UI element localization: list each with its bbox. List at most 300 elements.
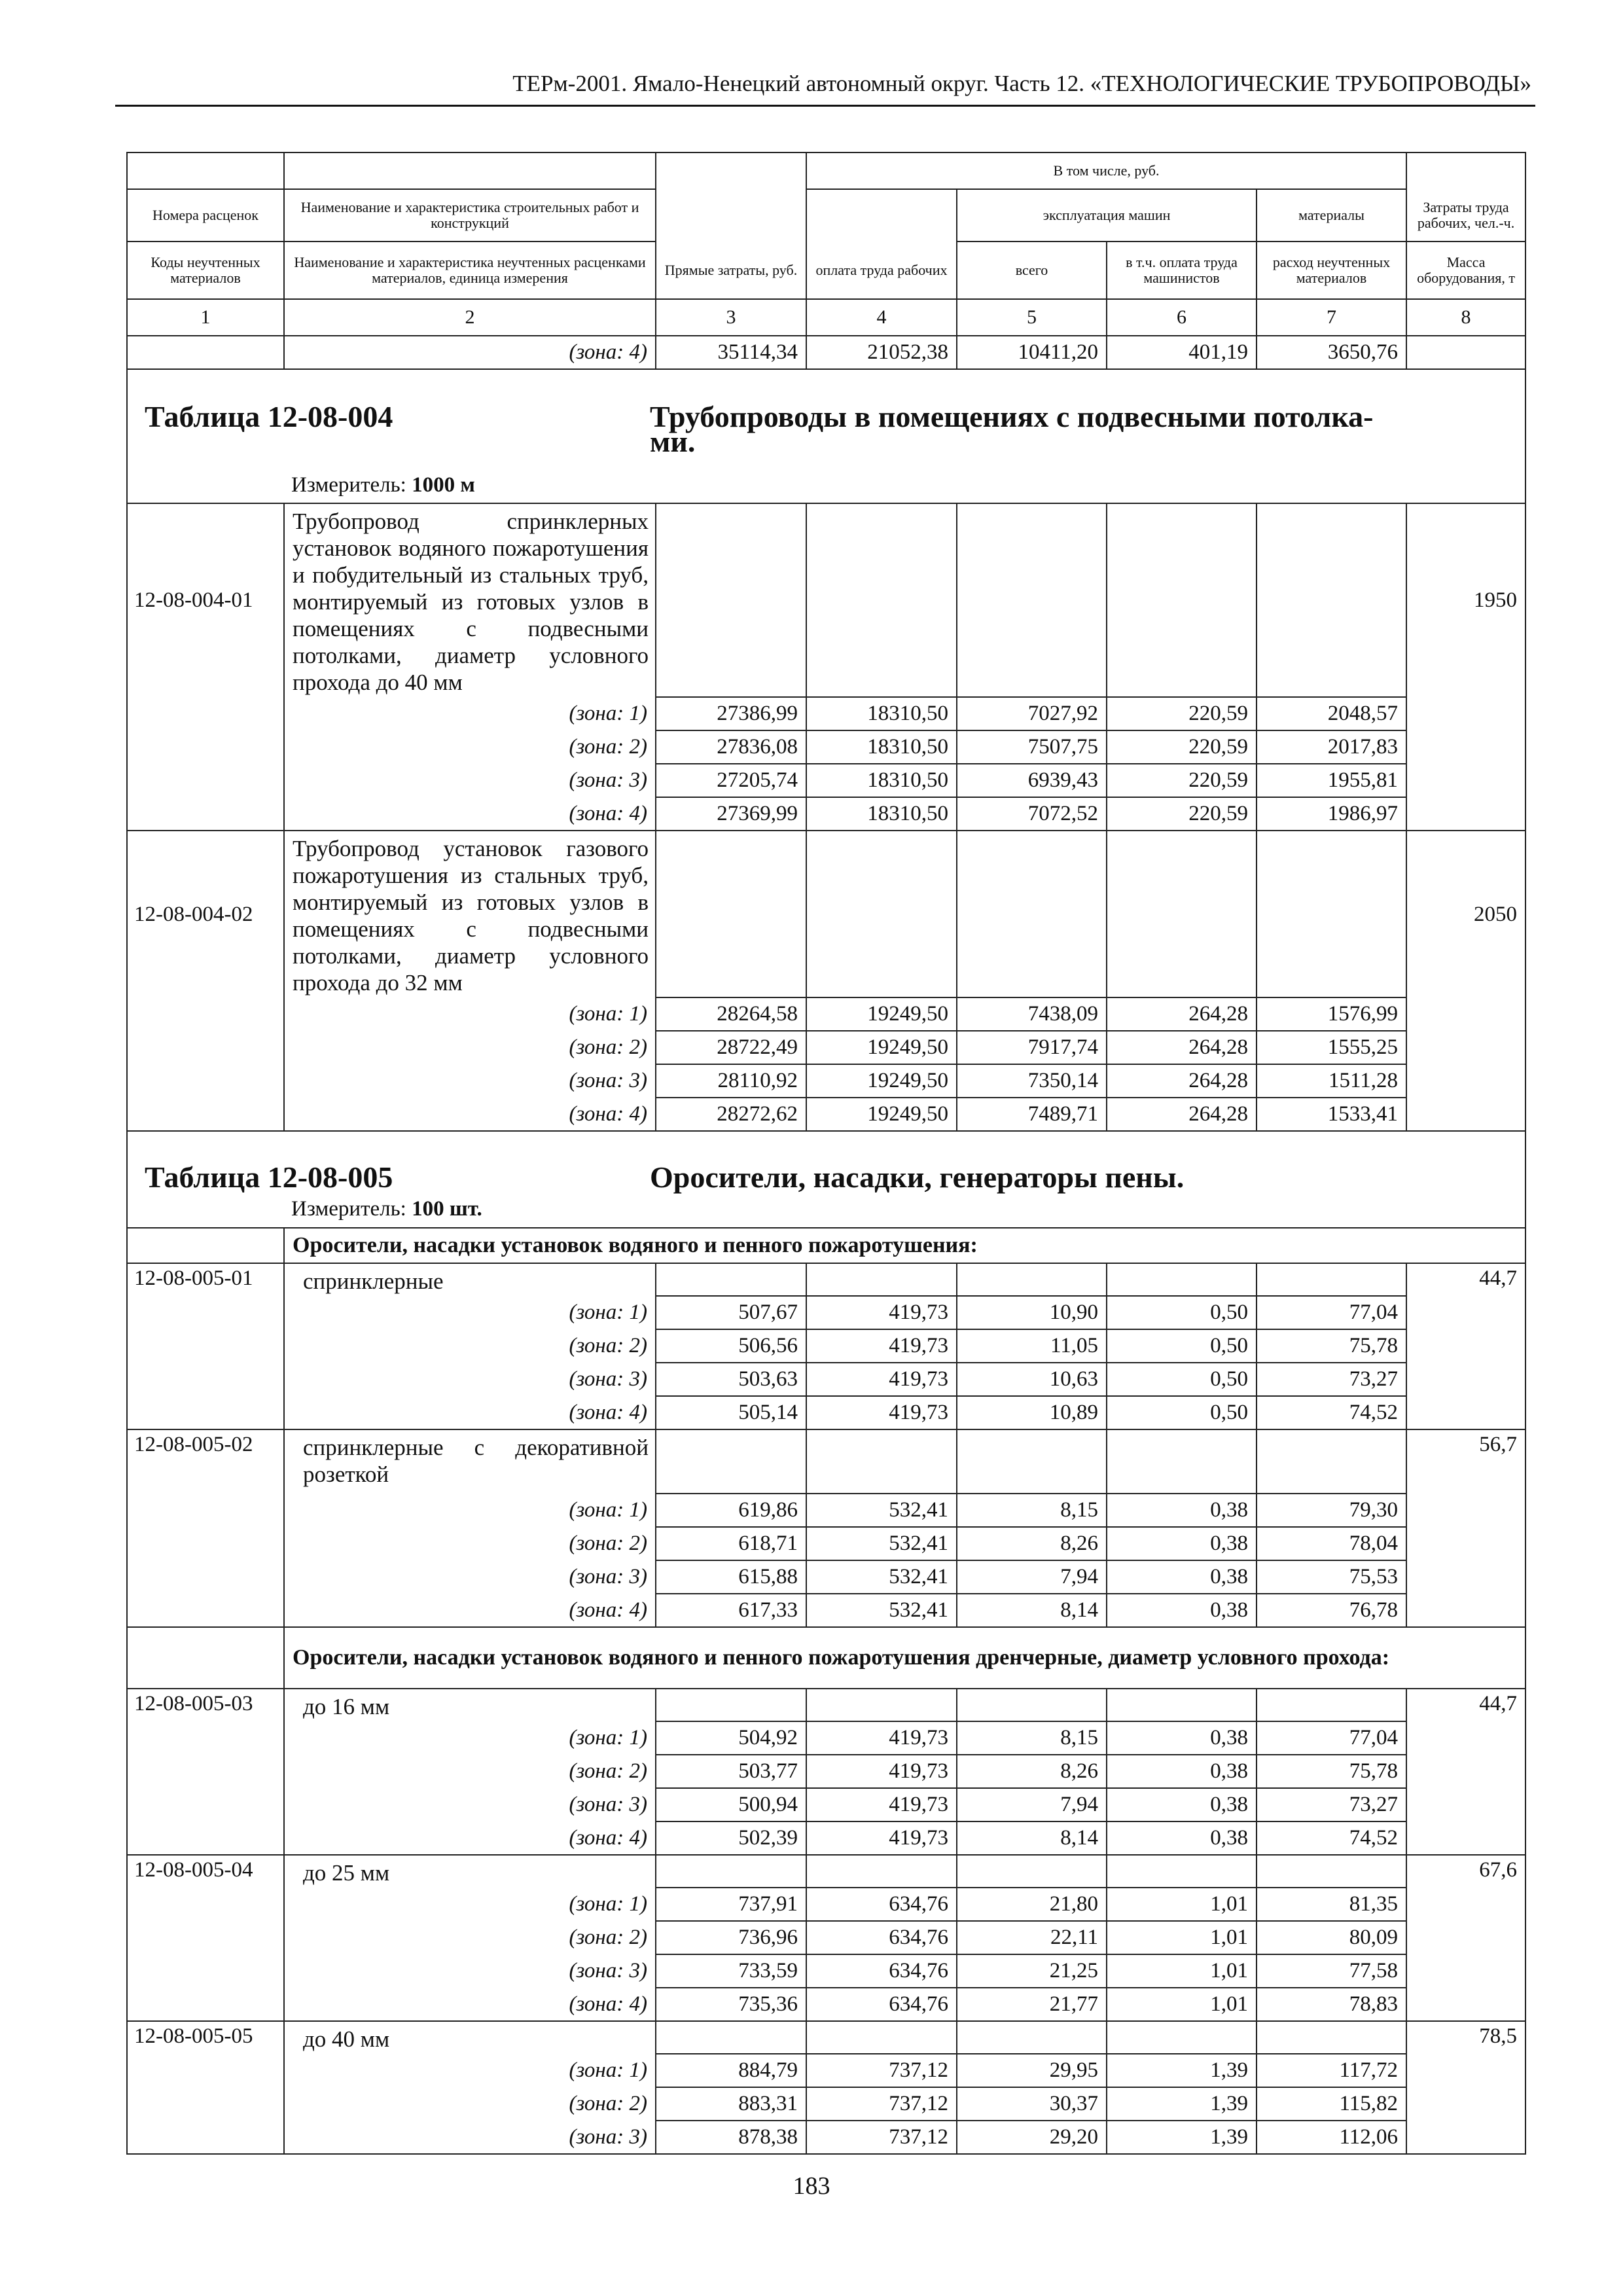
- zone-label: (зона: 1): [284, 1494, 656, 1527]
- empty-code-cell: [127, 1954, 284, 1988]
- empty-value-cell: [656, 1855, 806, 1888]
- empty-mass-cell: [1406, 1363, 1525, 1396]
- price-value: 11,05: [957, 1329, 1107, 1363]
- rate-description: до 25 мм: [284, 1855, 656, 1888]
- empty-mass-cell: [1406, 1329, 1525, 1363]
- empty-value-cell: [806, 1263, 957, 1296]
- zone-label: (зона: 4): [284, 336, 656, 369]
- price-value: 507,67: [656, 1296, 806, 1329]
- price-value: 19249,50: [806, 1031, 957, 1064]
- empty-code-cell: [127, 1821, 284, 1855]
- price-value: 0,38: [1107, 1594, 1257, 1627]
- zone-label: (зона: 2): [284, 1329, 656, 1363]
- price-table: [126, 152, 1526, 2155]
- price-value: 532,41: [806, 1527, 957, 1560]
- price-value: 419,73: [806, 1755, 957, 1788]
- empty-mass-cell: [1406, 336, 1525, 369]
- price-value: 28272,62: [656, 1098, 806, 1131]
- rate-row: [127, 831, 1525, 997]
- empty-mass-cell: [1406, 997, 1525, 1031]
- price-value: 532,41: [806, 1494, 957, 1527]
- price-value: 0,50: [1107, 1329, 1257, 1363]
- price-value: 6939,43: [957, 764, 1107, 797]
- empty-value-cell: [806, 831, 957, 997]
- price-value: 28264,58: [656, 997, 806, 1031]
- empty-code-cell: [127, 2054, 284, 2087]
- empty-code-cell: [127, 1363, 284, 1396]
- rate-labor-mass: 44,7: [1406, 1263, 1525, 1296]
- price-value: 733,59: [656, 1954, 806, 1988]
- price-value: 1,39: [1107, 2087, 1257, 2121]
- empty-value-cell: [1107, 831, 1257, 997]
- header-mat-names: Наименование и характеристика неучтенных расценками материалов, единица измерения: [284, 242, 656, 299]
- price-value: 27205,74: [656, 764, 806, 797]
- price-value: 0,38: [1107, 1755, 1257, 1788]
- empty-value-cell: [656, 503, 806, 697]
- measure-label: Измеритель:: [291, 1197, 406, 1221]
- price-value: 27386,99: [656, 697, 806, 730]
- price-value: 737,12: [806, 2087, 957, 2121]
- zone-row: [127, 2087, 1525, 2121]
- price-value: 18310,50: [806, 730, 957, 764]
- empty-value-cell: [656, 1429, 806, 1494]
- empty-mass-cell: [1406, 1527, 1525, 1560]
- zone-row: [127, 697, 1525, 730]
- price-value: 73,27: [1257, 1363, 1406, 1396]
- price-value: 220,59: [1107, 730, 1257, 764]
- zone-row: [127, 1888, 1525, 1921]
- price-value: 8,14: [957, 1821, 1107, 1855]
- empty-mass-cell: [1406, 1396, 1525, 1429]
- zone-label: (зона: 1): [284, 1888, 656, 1921]
- price-value: 19249,50: [806, 1098, 957, 1131]
- column-number: 2: [284, 299, 656, 336]
- empty-code-cell: [127, 1788, 284, 1821]
- price-value: 878,38: [656, 2121, 806, 2154]
- empty-mass-cell: [1406, 1755, 1525, 1788]
- price-value: 1,39: [1107, 2054, 1257, 2087]
- zone-label: (зона: 3): [284, 1064, 656, 1098]
- price-value: 115,82: [1257, 2087, 1406, 2121]
- price-value: 503,77: [656, 1755, 806, 1788]
- empty-code-cell: [127, 797, 284, 831]
- zone-label: (зона: 2): [284, 1527, 656, 1560]
- price-value: 19249,50: [806, 1064, 957, 1098]
- rate-description: спринклерные с декоративной розеткой: [284, 1429, 656, 1494]
- price-value: 7,94: [957, 1560, 1107, 1594]
- empty-value-cell: [1107, 1689, 1257, 1721]
- price-value: 634,76: [806, 1988, 957, 2021]
- table-number: Таблица 12-08-005: [145, 1160, 393, 1194]
- rate-code: 12-08-005-04: [127, 1855, 284, 1888]
- zone-label: (зона: 4): [284, 1396, 656, 1429]
- empty-code-cell: [127, 764, 284, 797]
- empty-value-cell: [1257, 1855, 1406, 1888]
- zone-row: [127, 997, 1525, 1031]
- price-value: 505,14: [656, 1396, 806, 1429]
- rate-description: Трубопровод спринклерных установок водяного пожаротушения и побудительный из стальных труб, монтируемый из готовых узлов в помещениях с подвесными потолками, диаметр условного прохода до 40 мм: [284, 503, 656, 697]
- zone-row: [127, 1064, 1525, 1098]
- empty-code-cell: [127, 1988, 284, 2021]
- empty-value-cell: [957, 1855, 1107, 1888]
- empty-mass-cell: [1406, 1821, 1525, 1855]
- rate-row: [127, 1263, 1525, 1296]
- empty-value-cell: [1107, 1429, 1257, 1494]
- price-value: 532,41: [806, 1594, 957, 1627]
- empty-value-cell: [806, 1855, 957, 1888]
- price-value: 81,35: [1257, 1888, 1406, 1921]
- rate-labor-mass: 56,7: [1406, 1429, 1525, 1494]
- price-value: 7027,92: [957, 697, 1107, 730]
- price-value: 8,26: [957, 1755, 1107, 1788]
- price-value: 3650,76: [1257, 336, 1406, 369]
- zone-label: (зона: 4): [284, 1594, 656, 1627]
- empty-mass-cell: [1406, 1064, 1525, 1098]
- rate-row: [127, 2021, 1525, 2054]
- zone-label: (зона: 1): [284, 2054, 656, 2087]
- group-title: Оросители, насадки установок водяного и пенного пожаротушения:: [284, 1228, 1525, 1263]
- rate-description: до 16 мм: [284, 1689, 656, 1721]
- empty-code-cell: [127, 997, 284, 1031]
- price-value: 10411,20: [957, 336, 1107, 369]
- price-value: 419,73: [806, 1396, 957, 1429]
- column-number: 3: [656, 299, 806, 336]
- measure-value: 1000 м: [412, 473, 475, 497]
- zone-row: [127, 1821, 1525, 1855]
- zone-label: (зона: 2): [284, 2087, 656, 2121]
- empty-value-cell: [957, 2021, 1107, 2054]
- empty-code-cell: [127, 1888, 284, 1921]
- empty-value-cell: [1107, 503, 1257, 697]
- price-value: 884,79: [656, 2054, 806, 2087]
- page-number: 183: [793, 2172, 830, 2200]
- price-value: 0,50: [1107, 1396, 1257, 1429]
- price-value: 419,73: [806, 1821, 957, 1855]
- price-value: 0,38: [1107, 1494, 1257, 1527]
- table-measure: [291, 473, 475, 497]
- empty-value-cell: [656, 1263, 806, 1296]
- zone-row: [127, 1755, 1525, 1788]
- zone-row: [127, 1594, 1525, 1627]
- price-value: 10,89: [957, 1396, 1107, 1429]
- price-value: 78,04: [1257, 1527, 1406, 1560]
- price-value: 500,94: [656, 1788, 806, 1821]
- zone-label: (зона: 3): [284, 1954, 656, 1988]
- empty-mass-cell: [1406, 1788, 1525, 1821]
- zone-row: [127, 1396, 1525, 1429]
- price-value: 7350,14: [957, 1064, 1107, 1098]
- price-value: 7,94: [957, 1788, 1107, 1821]
- empty-code-cell: [127, 1755, 284, 1788]
- price-value: 74,52: [1257, 1821, 1406, 1855]
- price-value: 0,38: [1107, 1821, 1257, 1855]
- column-number: 5: [957, 299, 1107, 336]
- empty-code-cell: [127, 1031, 284, 1064]
- price-value: 419,73: [806, 1296, 957, 1329]
- empty-value-cell: [1107, 1263, 1257, 1296]
- price-value: 0,50: [1107, 1296, 1257, 1329]
- empty-mass-cell: [1406, 1098, 1525, 1131]
- table-body: [127, 336, 1525, 2154]
- header-machines: эксплуатация машин: [957, 189, 1257, 242]
- price-value: 21052,38: [806, 336, 957, 369]
- column-number: 6: [1107, 299, 1257, 336]
- empty-mass-cell: [1406, 2087, 1525, 2121]
- rate-row: [127, 1689, 1525, 1721]
- zone-row: [127, 764, 1525, 797]
- price-value: 18310,50: [806, 764, 957, 797]
- price-value: 77,04: [1257, 1296, 1406, 1329]
- group-title: Оросители, насадки установок водяного и пенного пожаротушения дренчерные, диаметр условного прохода:: [284, 1627, 1525, 1689]
- price-value: 30,37: [957, 2087, 1107, 2121]
- price-value: 883,31: [656, 2087, 806, 2121]
- column-number: 4: [806, 299, 957, 336]
- price-value: 1533,41: [1257, 1098, 1406, 1131]
- empty-code-cell: [127, 2121, 284, 2154]
- price-value: 76,78: [1257, 1594, 1406, 1627]
- empty-value-cell: [656, 831, 806, 997]
- table-name-line: Трубопроводы в помещениях с подвесными потолка-: [650, 400, 1374, 433]
- price-value: 2048,57: [1257, 697, 1406, 730]
- rate-code: 12-08-005-02: [127, 1429, 284, 1494]
- header-incl: В том числе, руб.: [806, 152, 1406, 189]
- empty-mass-cell: [1406, 697, 1525, 730]
- empty-value-cell: [957, 1263, 1107, 1296]
- zone-row: [127, 2054, 1525, 2087]
- price-value: 1,01: [1107, 1988, 1257, 2021]
- empty-value-cell: [1107, 1855, 1257, 1888]
- price-value: 77,04: [1257, 1721, 1406, 1755]
- price-value: 19249,50: [806, 997, 957, 1031]
- measure-label: Измеритель:: [291, 473, 406, 497]
- price-value: 419,73: [806, 1329, 957, 1363]
- price-value: 220,59: [1107, 697, 1257, 730]
- table-title-row: [127, 369, 1525, 503]
- rate-description: Трубопровод установок газового пожаротушения из стальных труб, монтируемый из готовых узлов в помещениях с подвесными потолками, диаметр условного прохода до 32 мм: [284, 831, 656, 997]
- group-row: [127, 1228, 1525, 1263]
- empty-value-cell: [957, 1429, 1107, 1494]
- price-value: 75,78: [1257, 1755, 1406, 1788]
- price-value: 0,38: [1107, 1527, 1257, 1560]
- zone-label: (зона: 4): [284, 1098, 656, 1131]
- price-value: 1576,99: [1257, 997, 1406, 1031]
- empty-code-cell: [127, 1329, 284, 1363]
- zone-row: [127, 1296, 1525, 1329]
- blank-header-cell: [656, 152, 806, 189]
- empty-code-cell: [127, 1396, 284, 1429]
- zone-row: [127, 730, 1525, 764]
- zone-row: [127, 797, 1525, 831]
- empty-mass-cell: [1406, 1296, 1525, 1329]
- zone-row: [127, 1494, 1525, 1527]
- zone-label: (зона: 2): [284, 1755, 656, 1788]
- empty-mass-cell: [1406, 2054, 1525, 2087]
- price-value: 8,26: [957, 1527, 1107, 1560]
- zone-row: [127, 1098, 1525, 1131]
- price-value: 8,15: [957, 1494, 1107, 1527]
- price-value: 0,38: [1107, 1788, 1257, 1821]
- header-mach-wages: в т.ч. оплата труда машинистов: [1107, 242, 1257, 299]
- zone-row: [127, 2121, 1525, 2154]
- empty-mass-cell: [1406, 2121, 1525, 2154]
- empty-value-cell: [957, 831, 1107, 997]
- empty-mass-cell: [1406, 1721, 1525, 1755]
- price-value: 29,20: [957, 2121, 1107, 2154]
- price-value: 504,92: [656, 1721, 806, 1755]
- price-value: 0,50: [1107, 1363, 1257, 1396]
- empty-mass-cell: [1406, 1494, 1525, 1527]
- zone-label: (зона: 4): [284, 797, 656, 831]
- price-value: 618,71: [656, 1527, 806, 1560]
- price-table-sheet: [126, 152, 1525, 2149]
- empty-value-cell: [1257, 1689, 1406, 1721]
- price-value: 8,14: [957, 1594, 1107, 1627]
- zone-row: [127, 1329, 1525, 1363]
- price-value: 21,80: [957, 1888, 1107, 1921]
- empty-code-cell: [127, 1064, 284, 1098]
- zone-label: (зона: 3): [284, 2121, 656, 2154]
- price-value: 80,09: [1257, 1921, 1406, 1954]
- empty-value-cell: [957, 503, 1107, 697]
- empty-value-cell: [1107, 2021, 1257, 2054]
- price-value: 78,83: [1257, 1988, 1406, 2021]
- rate-labor-mass: 2050: [1406, 831, 1525, 997]
- price-value: 737,91: [656, 1888, 806, 1921]
- price-value: 10,63: [957, 1363, 1107, 1396]
- price-value: 502,39: [656, 1821, 806, 1855]
- price-value: 18310,50: [806, 697, 957, 730]
- zone-label: (зона: 4): [284, 1821, 656, 1855]
- empty-value-cell: [806, 1429, 957, 1494]
- empty-mass-cell: [1406, 1560, 1525, 1594]
- table-title-cell: [127, 369, 1525, 503]
- rate-code: 12-08-005-05: [127, 2021, 284, 2054]
- empty-mass-cell: [1406, 1954, 1525, 1988]
- price-value: 503,63: [656, 1363, 806, 1396]
- price-value: 7072,52: [957, 797, 1107, 831]
- zone-label: (зона: 1): [284, 697, 656, 730]
- table-title-row: [127, 1131, 1525, 1228]
- rate-code: 12-08-005-03: [127, 1689, 284, 1721]
- price-value: 8,15: [957, 1721, 1107, 1755]
- price-value: 634,76: [806, 1954, 957, 1988]
- price-value: 506,56: [656, 1329, 806, 1363]
- blank-header-cell: [806, 189, 957, 242]
- price-value: 112,06: [1257, 2121, 1406, 2154]
- empty-value-cell: [806, 2021, 957, 2054]
- rate-row: [127, 1855, 1525, 1888]
- empty-code-cell: [127, 730, 284, 764]
- price-value: 10,90: [957, 1296, 1107, 1329]
- price-value: 21,25: [957, 1954, 1107, 1988]
- price-value: 28722,49: [656, 1031, 806, 1064]
- price-value: 73,27: [1257, 1788, 1406, 1821]
- rate-labor-mass: 1950: [1406, 503, 1525, 697]
- price-value: 21,77: [957, 1988, 1107, 2021]
- price-value: 117,72: [1257, 2054, 1406, 2087]
- price-value: 736,96: [656, 1921, 806, 1954]
- blank-header-cell: [127, 152, 284, 189]
- rate-description: спринклерные: [284, 1263, 656, 1296]
- price-value: 7489,71: [957, 1098, 1107, 1131]
- price-value: 18310,50: [806, 797, 957, 831]
- zone-row: [127, 1363, 1525, 1396]
- price-value: 419,73: [806, 1788, 957, 1821]
- zone-label: (зона: 2): [284, 1031, 656, 1064]
- price-value: 1955,81: [1257, 764, 1406, 797]
- empty-value-cell: [806, 503, 957, 697]
- price-value: 1511,28: [1257, 1064, 1406, 1098]
- zone-label: (зона: 1): [284, 1296, 656, 1329]
- table-title-cell: [127, 1131, 1525, 1228]
- rate-labor-mass: 78,5: [1406, 2021, 1525, 2054]
- price-value: 0,38: [1107, 1560, 1257, 1594]
- rate-labor-mass: 67,6: [1406, 1855, 1525, 1888]
- empty-value-cell: [1257, 1429, 1406, 1494]
- rate-labor-mass: 44,7: [1406, 1689, 1525, 1721]
- price-value: 634,76: [806, 1921, 957, 1954]
- header-materials: материалы: [1257, 189, 1406, 242]
- zone-label: (зона: 4): [284, 1988, 656, 2021]
- zone-row: [127, 1921, 1525, 1954]
- empty-code-cell: [127, 1494, 284, 1527]
- price-value: 7507,75: [957, 730, 1107, 764]
- column-number: 7: [1257, 299, 1406, 336]
- rate-description: до 40 мм: [284, 2021, 656, 2054]
- blank-header-cell: [1406, 152, 1525, 189]
- blank-header-cell: [284, 152, 656, 189]
- empty-mass-cell: [1406, 1888, 1525, 1921]
- header-mach-total: всего: [957, 242, 1107, 299]
- price-value: 7917,74: [957, 1031, 1107, 1064]
- price-value: 220,59: [1107, 797, 1257, 831]
- price-value: 74,52: [1257, 1396, 1406, 1429]
- price-value: 22,11: [957, 1921, 1107, 1954]
- empty-value-cell: [1257, 831, 1406, 997]
- page-header: ТЕРм-2001. Ямало-Ненецкий автономный округ. Часть 12. «ТЕХНОЛОГИЧЕСКИЕ ТРУБОПРОВОДЫ»: [512, 71, 1531, 96]
- empty-code-cell: [127, 1228, 284, 1263]
- price-value: 617,33: [656, 1594, 806, 1627]
- empty-mass-cell: [1406, 1594, 1525, 1627]
- zone-row: [127, 1527, 1525, 1560]
- zone-label: (зона: 3): [284, 764, 656, 797]
- zone-label: (зона: 2): [284, 730, 656, 764]
- price-value: 75,53: [1257, 1560, 1406, 1594]
- empty-value-cell: [656, 1689, 806, 1721]
- price-value: 0,38: [1107, 1721, 1257, 1755]
- header-rate-no: Номера расценок: [127, 189, 284, 242]
- header-mat-codes: Коды неучтенных материалов: [127, 242, 284, 299]
- price-value: 35114,34: [656, 336, 806, 369]
- price-value: 29,95: [957, 2054, 1107, 2087]
- empty-code-cell: [127, 1627, 284, 1689]
- table-header: [127, 152, 1525, 336]
- header-direct-costs: Прямые затраты, руб.: [656, 242, 806, 299]
- price-value: 264,28: [1107, 1098, 1257, 1131]
- price-value: 2017,83: [1257, 730, 1406, 764]
- empty-value-cell: [656, 2021, 806, 2054]
- price-value: 220,59: [1107, 764, 1257, 797]
- header-work-name: Наименование и характеристика строительных работ и конструкций: [284, 189, 656, 242]
- price-value: 1,39: [1107, 2121, 1257, 2154]
- zone-label: (зона: 3): [284, 1560, 656, 1594]
- empty-code-cell: [127, 1527, 284, 1560]
- empty-mass-cell: [1406, 1031, 1525, 1064]
- zone-row: [127, 1560, 1525, 1594]
- price-value: 1,01: [1107, 1954, 1257, 1988]
- price-value: 1,01: [1107, 1921, 1257, 1954]
- empty-value-cell: [957, 1689, 1107, 1721]
